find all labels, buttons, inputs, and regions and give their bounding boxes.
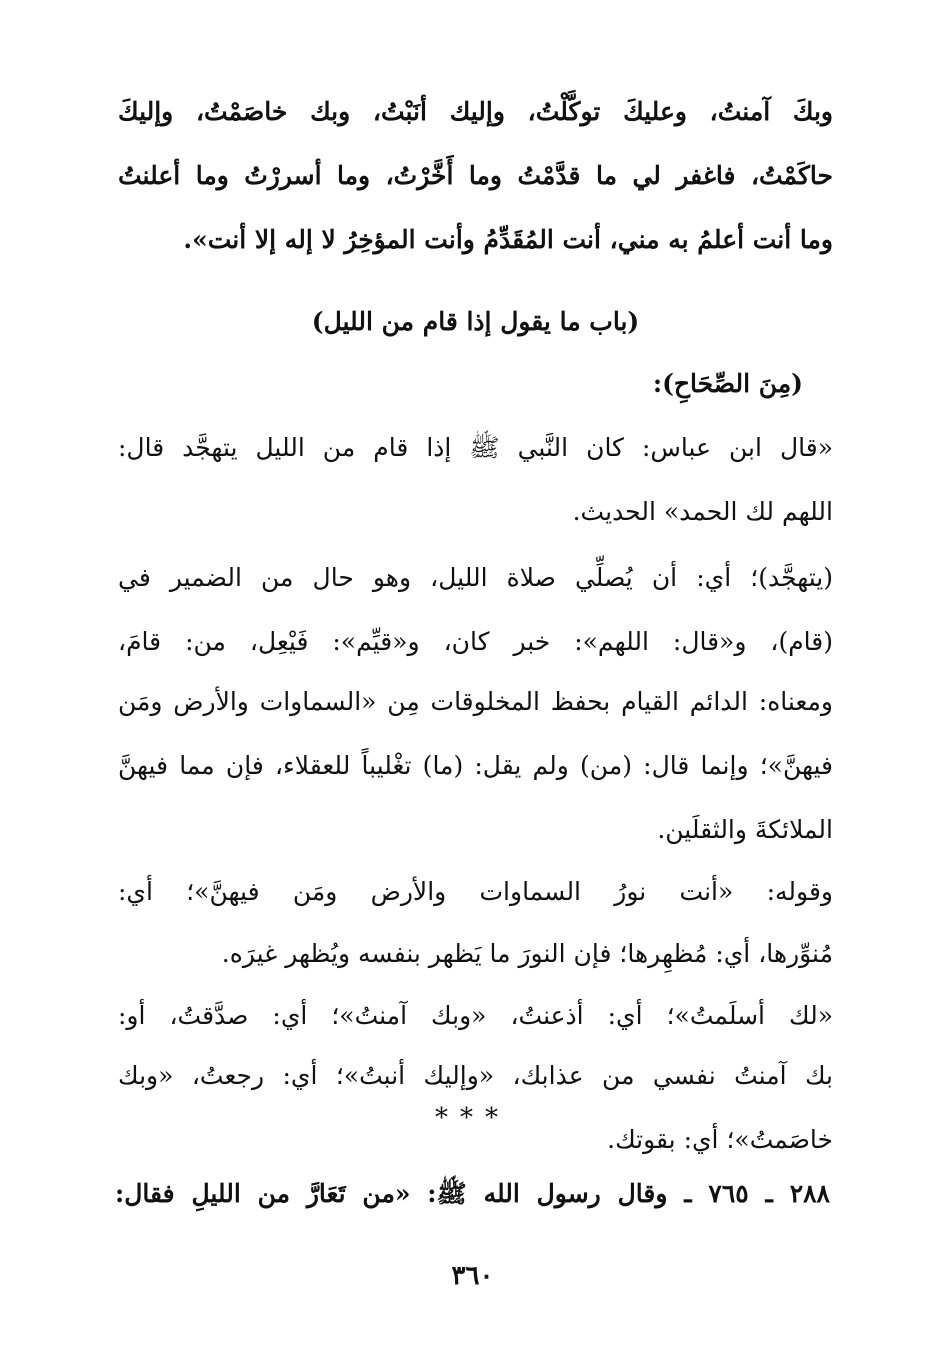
commentary-line-6: وقوله: «أنت نورُ السماوات والأرض ومَن فيهنَّ»؛ أي: — [118, 877, 833, 906]
subsection-heading: (مِنَ الصِّحَاحِ): — [652, 369, 803, 398]
page-number: ٣٦٠ — [451, 1261, 494, 1291]
commentary-line-9: بك آمنتُ نفسي من عذابك، «وإليك أنبتُ»؛ أي: رجعتُ، «وبك — [118, 1061, 833, 1090]
commentary-line-2: (قام)، و«قال: اللهم»: خبر كان، و«قيِّم»: فَيْعِل، من: قامَ، — [118, 627, 833, 656]
commentary-line-8: «لك أسلَمتُ»؛ أي: أذعنتُ، «وبك آمنتُ»؛ أي: صدَّقتُ، أو: — [118, 1001, 833, 1030]
commentary-line-3: ومعناه: الدائم القيام بحفظ المخلوقات مِن «السماوات والأرض ومَن — [118, 687, 833, 716]
commentary-line-1: (يتهجَّد)؛ أي: أن يُصلِّي صلاة الليل، وهو حال من الضمير في — [118, 563, 833, 592]
commentary-line-10: خاصَمتُ»؛ أي: بقوتك. — [607, 1125, 833, 1154]
page-body — [118, 82, 833, 1352]
text-line-2: حاكَمْتُ، فاغفر لي ما قدَّمْتُ وما أَخَّرْتُ، وما أسررْتُ وما أعلنتُ — [118, 161, 833, 190]
commentary-line-5: الملائكةَ والثقلَين. — [657, 815, 833, 844]
hadith-quote-line-1: «قال ابن عباس: كان النَّبي ﷺ إذا قام من الليل يتهجَّد قال: — [118, 433, 833, 462]
commentary-line-4: فيهنَّ»؛ وإنما قال: (من) ولم يقل: (ما) تغْليباً للعقلاء، فإن مما فيهنَّ — [118, 751, 833, 780]
text-line-3: وما أنت أعلمُ به مني، أنت المُقَدِّمُ وأنت المؤخِرُ لا إله إلا أنت». — [183, 225, 833, 254]
section-heading: (باب ما يقول إذا قام من الليل) — [311, 307, 640, 336]
hadith-number-line: ٢٨٨ ـ ٧٦٥ ـ وقال رسول الله ﷺ: «من تَعَارَّ من الليلِ فقال: — [115, 1179, 830, 1208]
commentary-line-7: مُنوِّرها، أي: مُظهِرها؛ فإن النورَ ما يَظهر بنفسه ويُظهر غيرَه. — [221, 939, 833, 968]
hadith-quote-line-2: اللهم لك الحمد» الحديث. — [572, 497, 833, 526]
text-line-1: وبكَ آمنتُ، وعليكَ توكَّلْتُ، وإليك أنَبْتُ، وبك خاصَمْتُ، وإليكَ — [118, 97, 833, 126]
section-divider: *** — [435, 1103, 510, 1133]
